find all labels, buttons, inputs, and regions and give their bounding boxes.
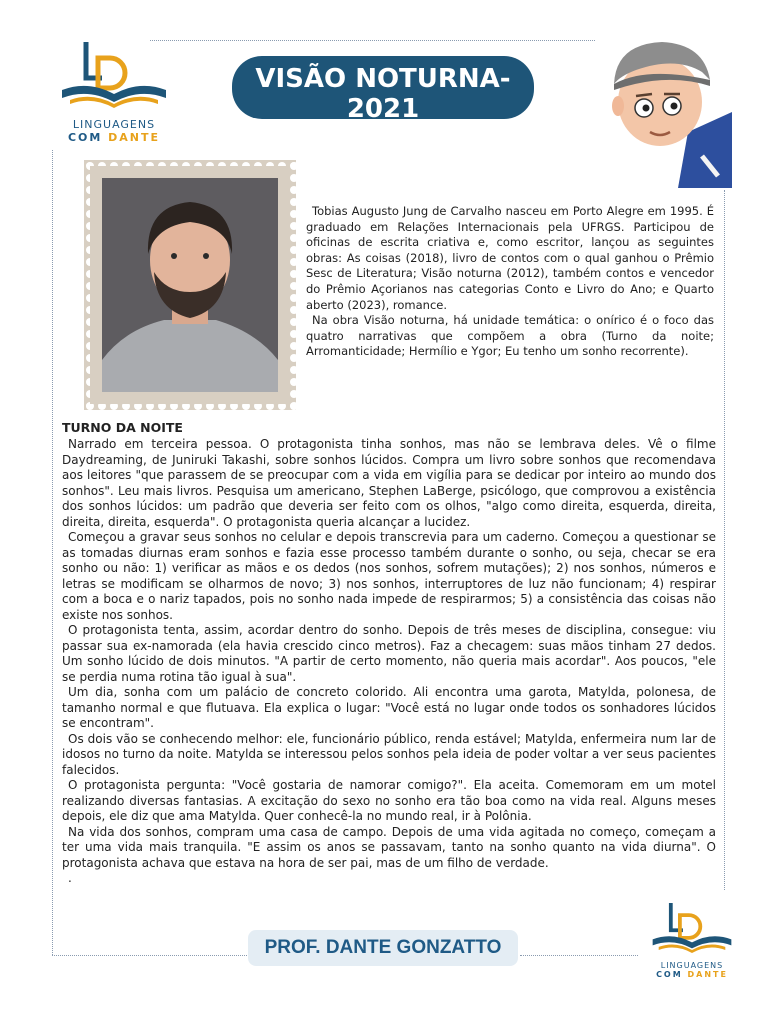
logo-name: LINGUAGENS <box>72 118 156 131</box>
logo-brand-prefix: COM <box>656 970 688 979</box>
bottom-dotted-rule-left <box>52 955 247 956</box>
summary-paragraph: Narrado em terceira pessoa. O protagonista tinha sonhos, mas não se lembrava deles. Vê o filme Daydreaming, de Juniruki Takashi, sobre sonhos lúcidos. Compra um livro sobre sonhos que recomendava aos leitores "que parassem de se preocupar com a vida em vigília para se dedicar por inteiro ao mundo dos sonhos". Leu mais livros. Pesquisa um americano, Stephen LaBerge, psicólogo, que comprovou a existência dos sonhos lúcidos: um padrão que deveria ser feito com os olhos, "algo como direita, esquerda, direita, direita, direita, esquerda". O protagonista queria alcançar a lucidez. <box>62 437 716 529</box>
book-logo-icon <box>646 900 738 956</box>
page-title: VISÃO NOTURNA- 2021 <box>255 64 511 124</box>
linguagens-logo-top <box>58 38 170 144</box>
summary-paragraph: Um dia, sonha com um palácio de concreto colorido. Ali encontra uma garota, Matylda, polonesa, de tamanho normal e que flutuava. Ela explica o lugar: "Você está no lugar onde todos os sonhadores lúcidos se encontram". <box>62 685 716 730</box>
bio-paragraph: Tobias Augusto Jung de Carvalho nasceu em Porto Alegre em 1995. É graduado em Relações Internacionais pela UFRGS. Participou de oficinas de escrita criativa e, como escritor, lançou as seguintes obras: As coisas (2018), livro de contos com o qual ganhou o Prêmio Sesc de Literatura; Visão noturna (2012), também contos e vencedor do Prêmio Açorianos nas categorias Conto e Livro do Ano; e Quarto aberto (2023), romance. <box>306 204 714 312</box>
logo-brand-prefix: COM <box>67 131 109 144</box>
linguagens-logo-bottom <box>646 900 738 979</box>
summary-paragraph: Começou a gravar seus sonhos no celular e depois transcrevia para um caderno. Começou a questionar se as tomadas diurnas eram sonhos e fazia esse processo também durante o sonho, ou seja, checar se era sonho ou não: 1) verificar as mãos e os dedos (nos sonhos, sofrem mutações); 2) nos sonhos, números e letras se modificam se olharmos de novo; 3) nos sonhos, interruptores de luz não funcionam; 4) respirar com a boca e o nariz tapados, pois no sonho nada impede de respirarmos; 5) a consistência das coisas não existe nos sonhos. <box>62 530 716 622</box>
story-summary <box>62 437 716 887</box>
summary-paragraph: O protagonista tenta, assim, acordar dentro do sonho. Depois de três meses de disciplina, consegue: viu passar sua ex-namorada (ela havia crescido cinco metros). Faz a checagem: suas mãos tinham 27 dedos. Um sonho lúcido de dois minutos. "A partir de certo momento, não queria mais acordar". Aos poucos, "ele se perdia numa rotina tão igual à sua". <box>62 623 716 684</box>
summary-paragraph: O protagonista pergunta: "Você gostaria de namorar comigo?". Ela aceita. Comemoram em um motel realizando diversas fantasias. A excitação do sexo no sonho era tão boa como na vida real. Alguns meses depois, ele diz que ama Matylda. Quer conhecê-la no mundo real, ir à Polônia. <box>62 778 716 823</box>
book-logo-icon <box>58 38 170 112</box>
author-bio <box>306 204 714 360</box>
professor-name: PROF. DANTE GONZATTO <box>248 930 518 966</box>
logo-brand <box>58 131 170 144</box>
bio-paragraph: Na obra Visão noturna, há unidade temática: o onírico é o foco das quatro narrativas que compõem a obra (Turno da noite; Arromanticidade; Hermílio e Ygor; Eu tenho um sonho recorrente). <box>306 313 714 359</box>
cartoon-mascot-icon <box>606 36 732 188</box>
section-heading: TURNO DA NOITE <box>62 420 183 435</box>
logo-brand-accent: DANTE <box>108 131 161 144</box>
logo-brand <box>646 970 738 979</box>
summary-paragraph: Os dois vão se conhecendo melhor: ele, funcionário público, renda estável; Matylda, enfermeira num lar de idosos no turno da noite. Matylda se interessou pelos sonhos pela ideia de poder voltar a ver seus pacientes falecidos. <box>62 731 716 777</box>
bottom-dotted-rule-right <box>520 955 638 956</box>
summary-paragraph: Na vida dos sonhos, compram uma casa de campo. Depois de uma vida agitada no começo, começam a ter uma vida mais tranquila. "E assim os anos se passavam, tanto na sonho quanto na vida diurna". O protagonista achava que estava na hora de ser pai, mas de um filho de verdade. <box>62 824 716 870</box>
top-dotted-rule <box>150 40 595 41</box>
logo-name: LINGUAGENS <box>660 961 724 970</box>
title-banner <box>232 56 534 140</box>
logo-brand-accent: DANTE <box>687 970 728 979</box>
summary-paragraph: . <box>68 871 72 885</box>
left-dotted-rule <box>52 150 53 955</box>
author-portrait-icon <box>84 160 296 410</box>
author-name: TOBIAS CARVALHO <box>308 124 458 140</box>
right-dotted-rule <box>724 190 725 890</box>
